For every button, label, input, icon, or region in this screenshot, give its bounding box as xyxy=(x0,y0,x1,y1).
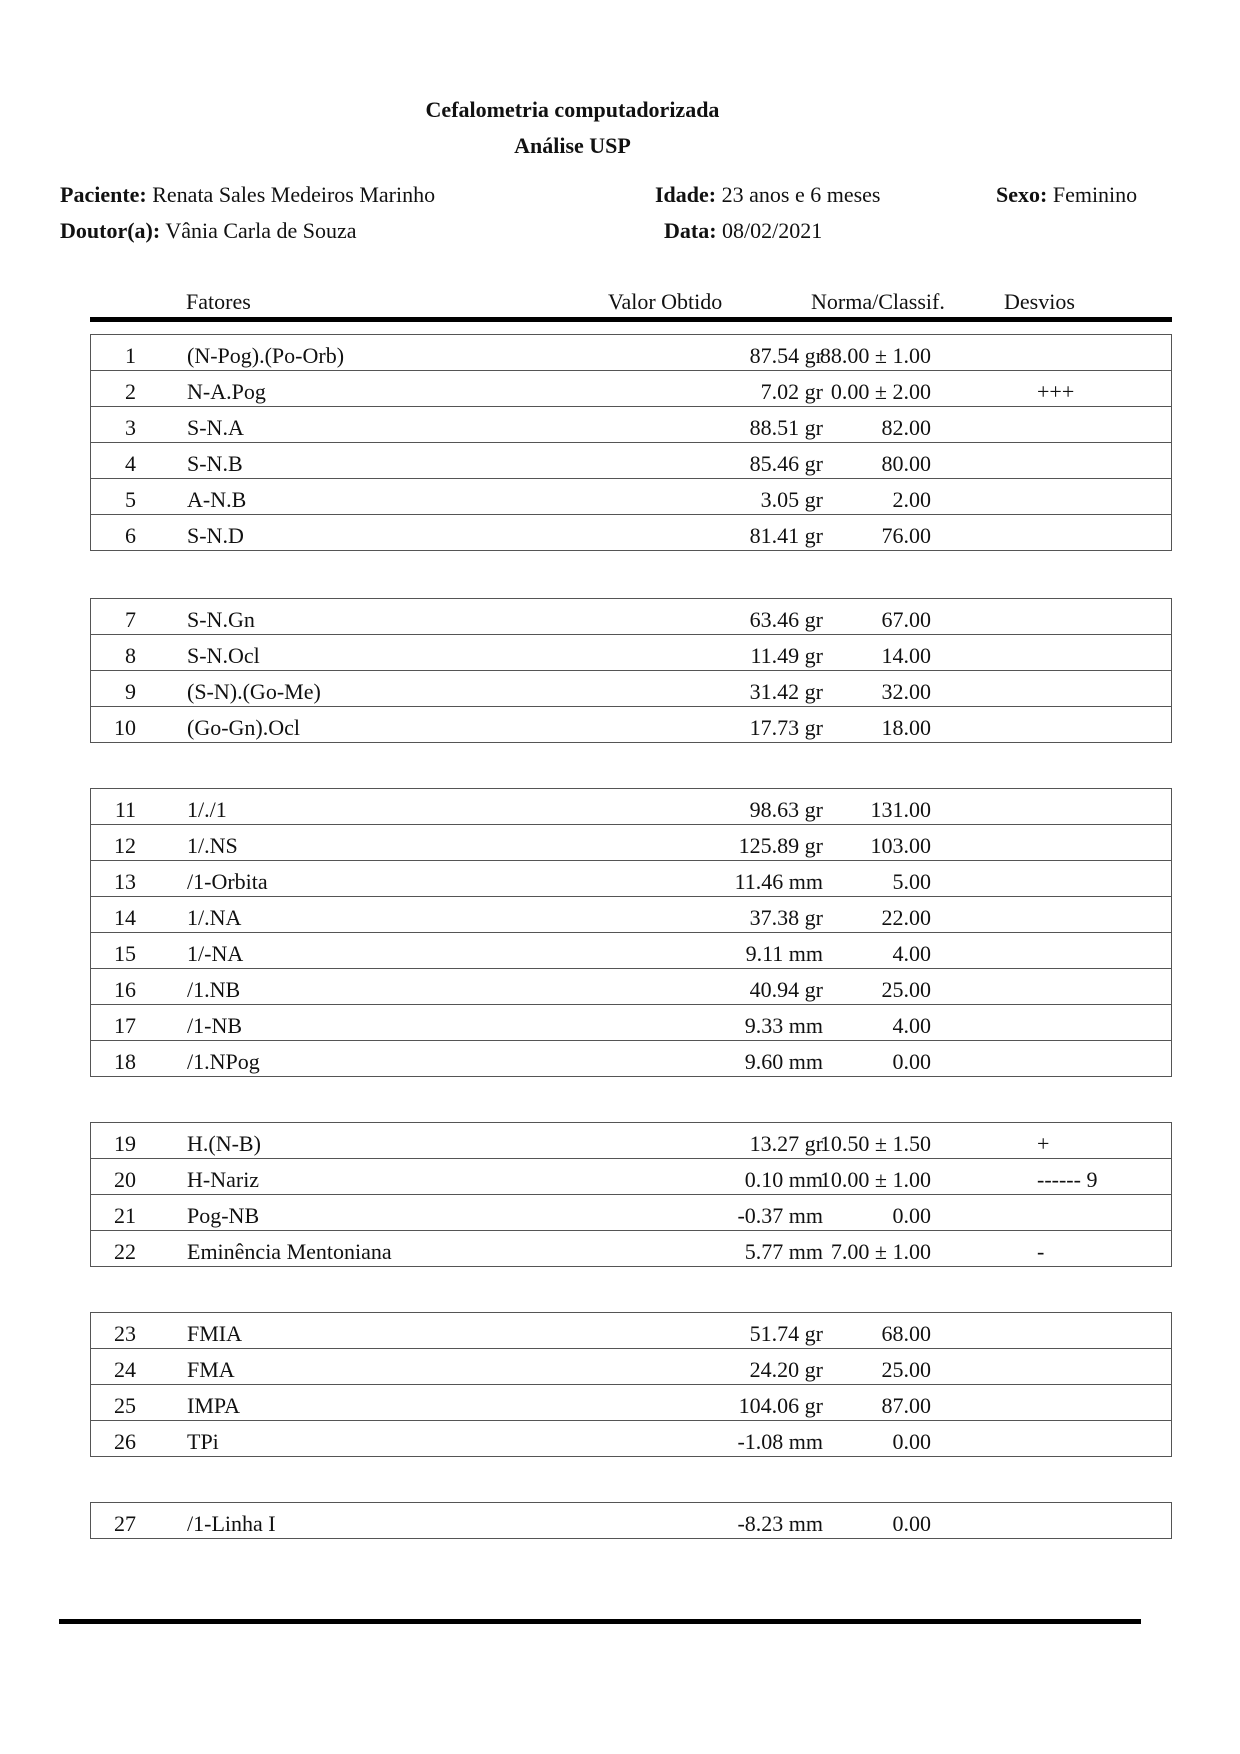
norm-value: 14.00 xyxy=(881,643,931,668)
doctor-field xyxy=(60,218,357,244)
row-number: 12 xyxy=(114,833,136,858)
table-row xyxy=(91,1313,1171,1348)
obtained-value: 13.27 gr xyxy=(749,1131,823,1156)
factor-name: S-N.Gn xyxy=(187,607,255,632)
obtained-value: 9.60 mm xyxy=(744,1049,823,1074)
factor-name: H.(N-B) xyxy=(187,1131,261,1156)
table-row xyxy=(91,442,1171,478)
factor-name: /1-NB xyxy=(187,1013,242,1038)
factor-name: S-N.Ocl xyxy=(187,643,260,668)
table-row xyxy=(91,1194,1171,1230)
obtained-value: 9.11 mm xyxy=(745,941,823,966)
table-row xyxy=(91,1420,1171,1456)
table-row xyxy=(91,1503,1171,1538)
row-number: 16 xyxy=(114,977,136,1002)
norm-value: 5.00 xyxy=(892,869,931,894)
table-row xyxy=(91,896,1171,932)
factor-group xyxy=(90,598,1172,743)
sex-value: Feminino xyxy=(1052,182,1138,207)
norm-value: 2.00 xyxy=(892,487,931,512)
norm-value: 7.00 ± 1.00 xyxy=(830,1239,931,1264)
obtained-value: -8.23 mm xyxy=(737,1511,823,1536)
table-row xyxy=(91,670,1171,706)
norm-value: 0.00 xyxy=(892,1511,931,1536)
deviation: ------ 9 xyxy=(1037,1167,1098,1192)
norm-value: 82.00 xyxy=(881,415,931,440)
patient-label: Paciente: xyxy=(60,182,147,207)
table-row xyxy=(91,335,1171,370)
obtained-value: 7.02 gr xyxy=(760,379,823,404)
obtained-value: 87.54 gr xyxy=(749,343,823,368)
row-number: 23 xyxy=(114,1321,136,1346)
row-number: 17 xyxy=(114,1013,136,1038)
factor-name: (N-Pog).(Po-Orb) xyxy=(187,343,345,368)
factor-name: S-N.D xyxy=(187,523,244,548)
table-row xyxy=(91,634,1171,670)
factor-group xyxy=(90,1122,1172,1267)
obtained-value: 17.73 gr xyxy=(749,715,823,740)
doctor-label: Doutor(a): xyxy=(60,218,161,243)
obtained-value: 11.46 mm xyxy=(734,869,823,894)
obtained-value: 11.49 gr xyxy=(750,643,823,668)
patient-name: Renata Sales Medeiros Marinho xyxy=(152,182,436,207)
factor-name: 1/-NA xyxy=(187,941,244,966)
obtained-value: 85.46 gr xyxy=(749,451,823,476)
row-number: 26 xyxy=(114,1429,136,1454)
obtained-value: -1.08 mm xyxy=(737,1429,823,1454)
obtained-value: 3.05 gr xyxy=(760,487,823,512)
factor-group xyxy=(90,1502,1172,1539)
norm-value: 131.00 xyxy=(870,797,931,822)
table-row xyxy=(91,932,1171,968)
obtained-value: 37.38 gr xyxy=(749,905,823,930)
factor-name: (S-N).(Go-Me) xyxy=(187,679,321,704)
age-value: 23 anos e 6 meses xyxy=(721,182,881,207)
row-number: 19 xyxy=(114,1131,136,1156)
column-header-norma: Norma/Classif. xyxy=(811,289,945,314)
obtained-value: 51.74 gr xyxy=(749,1321,823,1346)
row-number: 9 xyxy=(125,679,136,704)
norm-value: 0.00 xyxy=(892,1049,931,1074)
age-field xyxy=(655,182,880,208)
obtained-value: 31.42 gr xyxy=(749,679,823,704)
obtained-value: 81.41 gr xyxy=(749,523,823,548)
norm-value: 68.00 xyxy=(881,1321,931,1346)
date-value: 08/02/2021 xyxy=(722,218,823,243)
obtained-value: -0.37 mm xyxy=(737,1203,823,1228)
table-row xyxy=(91,514,1171,550)
norm-value: 67.00 xyxy=(881,607,931,632)
row-number: 4 xyxy=(125,451,136,476)
row-number: 2 xyxy=(125,379,136,404)
factor-name: Pog-NB xyxy=(187,1203,260,1228)
report-subtitle: Análise USP xyxy=(514,133,631,158)
header-divider xyxy=(90,317,1172,322)
factor-name: 1/./1 xyxy=(187,797,227,822)
row-number: 6 xyxy=(125,523,136,548)
row-number: 15 xyxy=(114,941,136,966)
factor-name: TPi xyxy=(187,1429,219,1454)
patient-field xyxy=(60,182,435,208)
table-row xyxy=(91,478,1171,514)
factor-name: N-A.Pog xyxy=(187,379,266,404)
table-row xyxy=(91,599,1171,634)
obtained-value: 63.46 gr xyxy=(749,607,823,632)
norm-value: 32.00 xyxy=(881,679,931,704)
obtained-value: 104.06 gr xyxy=(738,1393,823,1418)
norm-value: 0.00 xyxy=(892,1429,931,1454)
norm-value: 80.00 xyxy=(881,451,931,476)
row-number: 5 xyxy=(125,487,136,512)
column-header-desvios: Desvios xyxy=(1004,289,1075,314)
obtained-value: 9.33 mm xyxy=(744,1013,823,1038)
factor-name: FMA xyxy=(187,1357,235,1382)
norm-value: 0.00 ± 2.00 xyxy=(830,379,931,404)
norm-value: 88.00 ± 1.00 xyxy=(819,343,931,368)
table-row xyxy=(91,406,1171,442)
row-number: 18 xyxy=(114,1049,136,1074)
obtained-value: 5.77 mm xyxy=(744,1239,823,1264)
table-row xyxy=(91,706,1171,742)
norm-value: 25.00 xyxy=(881,1357,931,1382)
norm-value: 18.00 xyxy=(881,715,931,740)
table-row xyxy=(91,789,1171,824)
norm-value: 10.00 ± 1.00 xyxy=(819,1167,931,1192)
sex-label: Sexo: xyxy=(996,182,1048,207)
factor-name: S-N.B xyxy=(187,451,243,476)
factor-name: S-N.A xyxy=(187,415,244,440)
row-number: 1 xyxy=(125,343,136,368)
norm-value: 22.00 xyxy=(881,905,931,930)
row-number: 20 xyxy=(114,1167,136,1192)
row-number: 3 xyxy=(125,415,136,440)
footer-divider xyxy=(59,1619,1141,1624)
norm-value: 0.00 xyxy=(892,1203,931,1228)
norm-value: 4.00 xyxy=(892,941,931,966)
factor-name: FMIA xyxy=(187,1321,243,1346)
row-number: 14 xyxy=(114,905,136,930)
norm-value: 87.00 xyxy=(881,1393,931,1418)
factor-group xyxy=(90,334,1172,551)
row-number: 8 xyxy=(125,643,136,668)
obtained-value: 24.20 gr xyxy=(749,1357,823,1382)
row-number: 13 xyxy=(114,869,136,894)
factor-name: Eminência Mentoniana xyxy=(187,1239,392,1264)
factor-group xyxy=(90,1312,1172,1457)
norm-value: 76.00 xyxy=(881,523,931,548)
row-number: 7 xyxy=(125,607,136,632)
factor-name: /1.NPog xyxy=(187,1049,260,1074)
deviation: + xyxy=(1037,1131,1050,1156)
factor-name: 1/.NS xyxy=(187,833,238,858)
factor-name: IMPA xyxy=(187,1393,240,1418)
norm-value: 25.00 xyxy=(881,977,931,1002)
table-row xyxy=(91,1040,1171,1076)
doctor-name: Vânia Carla de Souza xyxy=(165,218,357,243)
table-row xyxy=(91,968,1171,1004)
factor-name: A-N.B xyxy=(187,487,247,512)
table-row xyxy=(91,1158,1171,1194)
factor-name: /1.NB xyxy=(187,977,241,1002)
table-row xyxy=(91,860,1171,896)
table-row xyxy=(91,1123,1171,1158)
column-header-fatores: Fatores xyxy=(186,289,251,314)
date-field xyxy=(664,218,822,244)
row-number: 24 xyxy=(114,1357,136,1382)
norm-value: 10.50 ± 1.50 xyxy=(819,1131,931,1156)
obtained-value: 40.94 gr xyxy=(749,977,823,1002)
row-number: 25 xyxy=(114,1393,136,1418)
factor-name: (Go-Gn).Ocl xyxy=(187,715,301,740)
table-row xyxy=(91,370,1171,406)
obtained-value: 98.63 gr xyxy=(749,797,823,822)
factor-name: /1-Linha I xyxy=(187,1511,276,1536)
table-row xyxy=(91,1230,1171,1266)
factor-name: /1-Orbita xyxy=(187,869,268,894)
sex-field xyxy=(996,182,1137,208)
row-number: 11 xyxy=(114,797,136,822)
factor-group xyxy=(90,788,1172,1077)
deviation: +++ xyxy=(1037,379,1075,404)
deviation: - xyxy=(1037,1239,1045,1264)
report-title: Cefalometria computadorizada xyxy=(425,97,720,122)
table-row xyxy=(91,1004,1171,1040)
row-number: 21 xyxy=(114,1203,136,1228)
date-label: Data: xyxy=(664,218,717,243)
row-number: 27 xyxy=(114,1511,136,1536)
table-row xyxy=(91,1384,1171,1420)
row-number: 22 xyxy=(114,1239,136,1264)
factor-name: H-Nariz xyxy=(187,1167,260,1192)
obtained-value: 0.10 mm xyxy=(744,1167,823,1192)
norm-value: 103.00 xyxy=(870,833,931,858)
factor-name: 1/.NA xyxy=(187,905,242,930)
row-number: 10 xyxy=(114,715,136,740)
table-row xyxy=(91,1348,1171,1384)
table-row xyxy=(91,824,1171,860)
age-label: Idade: xyxy=(655,182,717,207)
column-header-valor: Valor Obtido xyxy=(608,289,723,314)
obtained-value: 88.51 gr xyxy=(749,415,823,440)
norm-value: 4.00 xyxy=(892,1013,931,1038)
obtained-value: 125.89 gr xyxy=(738,833,823,858)
